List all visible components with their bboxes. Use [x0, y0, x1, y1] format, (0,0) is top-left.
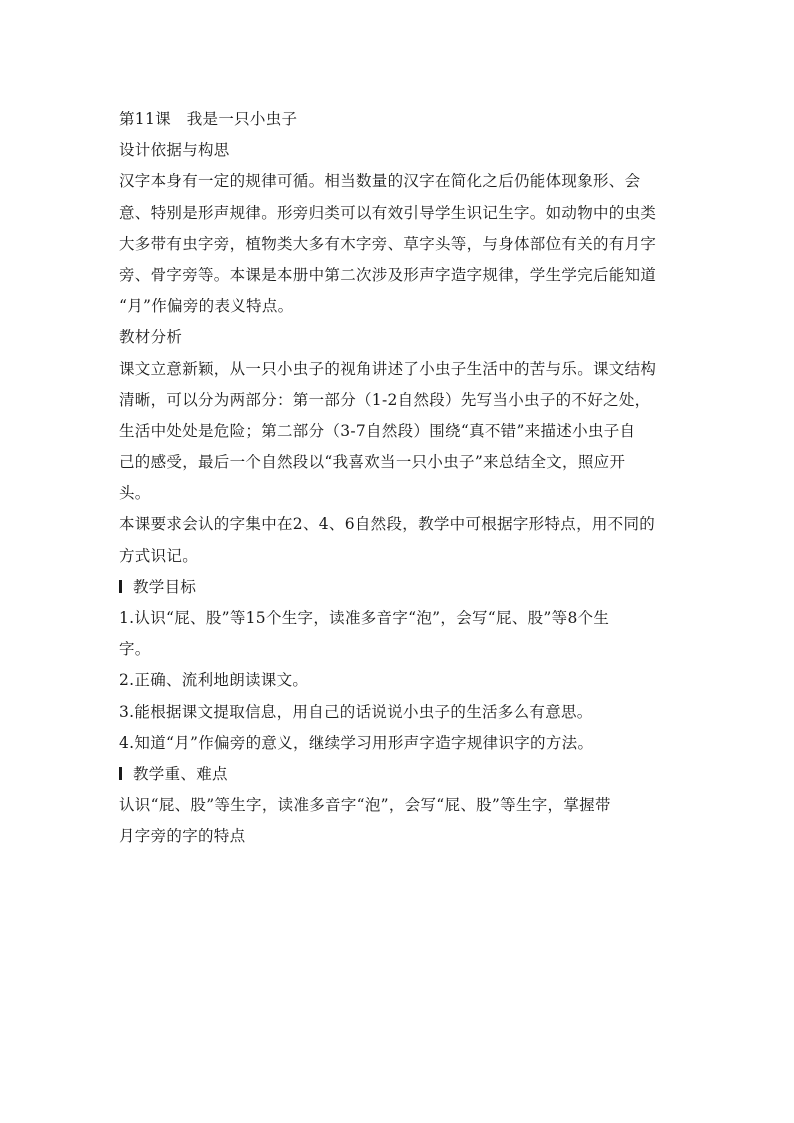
section-marker-icon: [119, 580, 122, 593]
key-points-heading-row: [119, 759, 679, 790]
paragraph-line: 意、特别是形声规律。形旁归类可以有效引导学生识记生字。如动物中的虫类: [119, 203, 657, 222]
paragraph-line: 己的感受，最后一个自然段以“我喜欢当一只小虫子”来总结全文，照应开: [119, 453, 626, 472]
paragraph-line: 大多带有虫字旁，植物类大多有木字旁、草字头等，与身体部位有关的有月字: [119, 234, 657, 253]
goal-line: 3.能根据课文提取信息，用自己的话说说小虫子的生活多么有意思。: [119, 702, 593, 721]
key-point-line: 月字旁的字的特点: [119, 827, 246, 846]
paragraph-line: 本课要求会认的字集中在2、4、6自然段，教学中可根据字形特点，用不同的: [119, 515, 656, 534]
lesson-title: 第11课 我是一只小虫子: [119, 110, 298, 128]
goal-line: 4.知道“月”作偏旁的意义，继续学习用形声字造字规律识字的方法。: [119, 733, 594, 752]
analysis-heading: 教材分析: [119, 328, 183, 347]
goal-line: 2.正确、流利地朗读课文。: [119, 671, 309, 690]
paragraph-line: 清晰，可以分为两部分：第一部分（1-2自然段）先写当小虫子的不好之处，: [119, 390, 651, 409]
document-body: [119, 104, 679, 853]
key-point-line: 认识“屁、股”等生字，读准多音字“泡”，会写“屁、股”等生字，掌握带: [119, 796, 611, 815]
paragraph-line: 方式识记。: [119, 546, 199, 565]
design-heading: 设计依据与构思: [119, 141, 230, 160]
paragraph-line: “月”作偏旁的表义特点。: [119, 297, 294, 316]
goal-line: 字。: [119, 640, 151, 659]
goals-heading-row: [119, 572, 679, 603]
paragraph-line: 汉字本身有一定的规律可循。相当数量的汉字在简化之后仍能体现象形、会: [119, 172, 641, 191]
section-marker-icon: [119, 767, 122, 780]
paragraph-line: 课文立意新颖，从一只小虫子的视角讲述了小虫子生活中的苦与乐。课文结构: [119, 359, 657, 378]
paragraph-line: 生活中处处是危险；第二部分（3-7自然段）围绕“真不错”来描述小虫子自: [119, 421, 636, 440]
paragraph-line: 旁、骨字旁等。本课是本册中第二次涉及形声字造字规律，学生学完后能知道: [119, 265, 657, 284]
goals-heading: 教学目标: [133, 577, 197, 596]
goal-line: 1.认识“屁、股”等15个生字，读准多音字“泡”，会写“屁、股”等8个生: [119, 609, 610, 627]
key-points-heading: 教学重、难点: [133, 764, 228, 783]
paragraph-line: 头。: [119, 484, 151, 503]
